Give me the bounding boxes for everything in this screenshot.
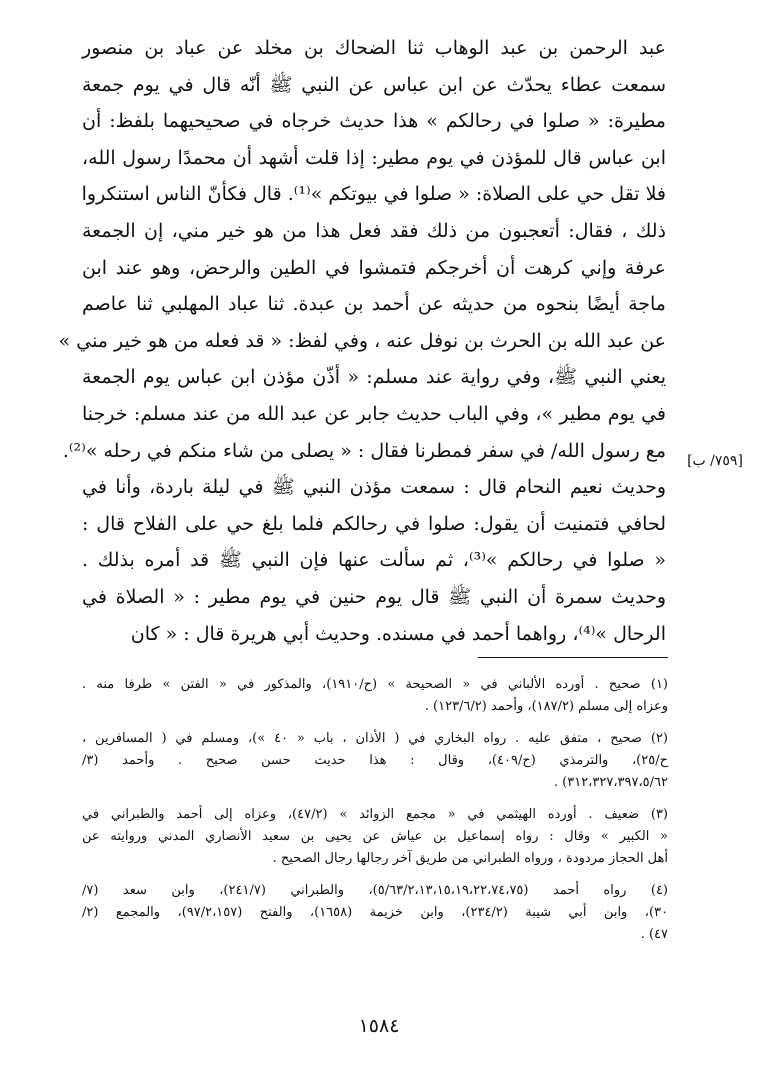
footnote-separator	[478, 657, 668, 658]
text-line: مع رسول الله/ في سفر فمطرنا فقال : « يصلى من شاء منكم في رحله »⁽²⁾.	[62, 439, 666, 462]
text-line: مطيرة: « صلوا في رحالكم » هذا حديث خرجاه في صحيحيهما بلفظ: أن	[82, 110, 666, 133]
footnote-line: (٤) رواه أحمد (٥/٦٣/٢،١٣،١٥،١٩،٢٢،٧٤،٧٥)، والطبراني (٢٤١/٧)، وابن سعد (٧/	[82, 883, 668, 898]
text-line: ابن عباس قال للمؤذن في يوم مطير: إذا قلت أشهد أن محمدًا رسول الله،	[82, 146, 666, 169]
footnote-line: « الكبير » وقال : رواه إسماعيل بن عياش عن يحيى بن سعيد الأنصاري المدني وروايته عن	[82, 829, 668, 844]
footnote-line: ٣٠)، وابن أبي شيبة (٢٣٤/٢)، وابن خزيمة (١٦٥٨)، والفتح (٩٧/٢،١٥٧)، والمجمع (٢/	[82, 905, 668, 920]
text-line: « صلوا في رحالكم »⁽³⁾، ثم سألت عنها فإن النبي ﷺ قد أمره بذلك .	[82, 549, 666, 572]
text-line: يعني النبي ﷺ، وفي رواية عند مسلم: « أذّن مؤذن ابن عباس يوم الجمعة	[82, 366, 666, 389]
main-text	[58, 30, 666, 652]
footnote-line: (٣) ضعيف . أورده الهيثمي في « مجمع الزوائد » (٤٧/٢)، وعزاه إلى أحمد والطبراني في	[82, 807, 668, 822]
text-line: في يوم مطير »، وفي الباب حديث جابر عن عبد الله من عند مسلم: خرجنا	[82, 402, 666, 425]
footnote-3	[82, 804, 668, 870]
text-line: الرحال »⁽⁴⁾، رواهما أحمد في مسنده. وحديث أبي هريرة قال : « كان	[130, 622, 666, 645]
text-line: عبد الرحمن بن عبد الوهاب ثنا الضحاك بن مخلد عن عباد بن منصور	[82, 37, 666, 59]
text-line: ذلك ، فقال: أتعجبون من ذلك فقد فعل هذا من هو خير مني، إن الجمعة	[82, 219, 666, 242]
footnotes	[82, 674, 668, 956]
footnote-line: وعزاه إلى مسلم (١٨٧/٢)، وأحمد (١٢٣/٦/٢) .	[424, 699, 668, 714]
text-line: ماجة أيضًا بنحوه من حديثه عن أحمد بن عبدة. ثنا عباد المهلبي ثنا عاصم	[82, 293, 666, 316]
footnote-line: (٢) صحيح ، متفق عليه . رواه البخاري في ( الأذان ، باب « ٤٠ »)، ومسلم في ( المسافرين ،	[82, 731, 668, 746]
text-line: لحافي فتمنيت أن يقول: صلوا في رحالكم فلما بلغ حي على الفلاح قال :	[82, 512, 666, 535]
footnote-line: ٣١٢،٣٢٧،٣٩٧،٥/٦٢) .	[553, 775, 668, 790]
footnote-1	[82, 674, 668, 718]
text-line: وحديث نعيم النحام قال : سمعت مؤذن النبي ﷺ في ليلة باردة، وأنا في	[82, 476, 666, 499]
text-line: سمعت عطاء يحدّث عن ابن عباس عن النبي ﷺ أنّه قال في يوم جمعة	[82, 73, 666, 96]
footnote-line: أهل الحجاز مردودة ، ورواه الطبراني من طريق آخر رجالها رجال الصحيح .	[272, 851, 668, 866]
manuscript-folio-marker: [٧٥٩/ ب]	[687, 453, 743, 469]
footnote-line: ٤٧) .	[640, 927, 668, 942]
footnote-2	[82, 728, 668, 794]
text-line: وحديث سمرة أن النبي ﷺ قال يوم حنين في يوم مطير : « الصلاة في	[82, 585, 666, 608]
page-number: ١٥٨٤	[358, 1015, 400, 1037]
text-line: عرفة وإني كرهت أن أخرجكم فتمشوا في الطين والرحض، وهو عند ابن	[82, 256, 666, 279]
footnote-line: (١) صحيح . أورده الألباني في « الصحيحة » (ح/١٩١٠)، والمذكور في « الفتن » طرفا منه .	[82, 677, 668, 692]
text-line: فلا تقل حي على الصلاة: « صلوا في بيوتكم »⁽¹⁾. قال فكأنّ الناس استنكروا	[81, 183, 666, 206]
text-line: عن عبد الله بن الحرث بن نوفل عنه ، وفي لفظ: « قد فعله من هو خير مني »	[58, 329, 666, 352]
footnote-line: ح/٢٥)، والترمذي (ح/٤٠٩)، وقال : هذا حديث حسن صحيح . وأحمد (٣/	[82, 753, 668, 768]
footnote-4	[82, 880, 668, 946]
